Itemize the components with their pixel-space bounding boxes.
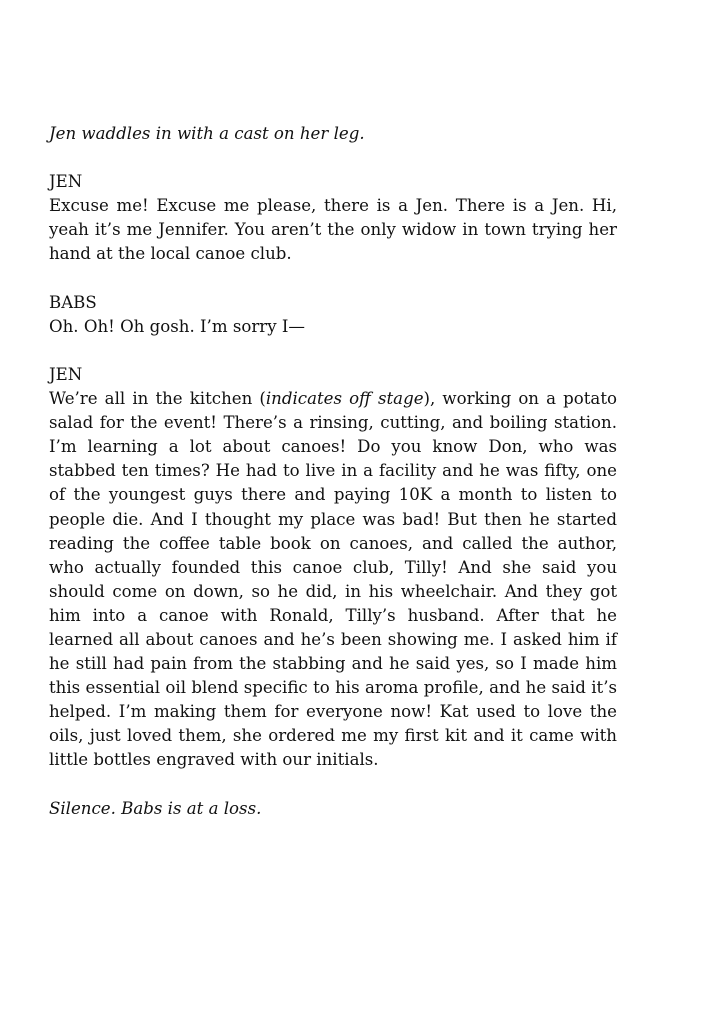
speaker-name: JEN <box>49 172 83 192</box>
inline-stage-direction: indicates off stage <box>265 389 424 409</box>
dialogue-text <box>49 387 617 773</box>
dialogue-text-before: We’re all in the kitchen ( <box>49 389 266 409</box>
script-page <box>49 122 617 845</box>
stage-direction-closing: Silence. Babs is at a loss. <box>49 798 262 818</box>
dialogue-babs-1 <box>49 291 617 339</box>
stage-direction-opening: Jen waddles in with a cast on her leg. <box>49 124 365 143</box>
dialogue-text: Oh. Oh! Oh gosh. I’m sorry I— <box>49 316 306 336</box>
dialogue-jen-2 <box>49 363 617 773</box>
speaker-name: BABS <box>49 292 97 312</box>
dialogue-text-after: ), working on a potato salad for the event! There’s a rinsing, cutting, and boiling station. I’m learning a lot about canoes! Do you know Don, who was stabbed ten times? He had to live in a facility and he was fifty, one of the youngest guys there and paying 10K a month to listen to people die. And I thought my place was bad! But then he started reading the coffee table book on canoes, and called the author, who actually founded this canoe club, Tilly! And she said you should come on down, so he did, in his wheelchair. And they got him into a canoe with Ronald, Tilly’s husband. After that he learned all about canoes and he’s been showing me. I asked him if he still had pain from the stabbing and he said yes, so I made him this essential oil blend specific to his aroma profile, and he said it’s helped. I’m making them for everyone now! Kat used to love the oils, just loved them, she ordered me my first kit and it came with little bottles engraved with our initials. <box>49 389 617 770</box>
dialogue-jen-1 <box>49 170 617 266</box>
speaker-name: JEN <box>49 364 83 384</box>
dialogue-text: Excuse me! Excuse me please, there is a Jen. There is a Jen. Hi, yeah it’s me Jennifer. You aren’t the only widow in town trying her hand at the local canoe club. <box>49 196 617 264</box>
